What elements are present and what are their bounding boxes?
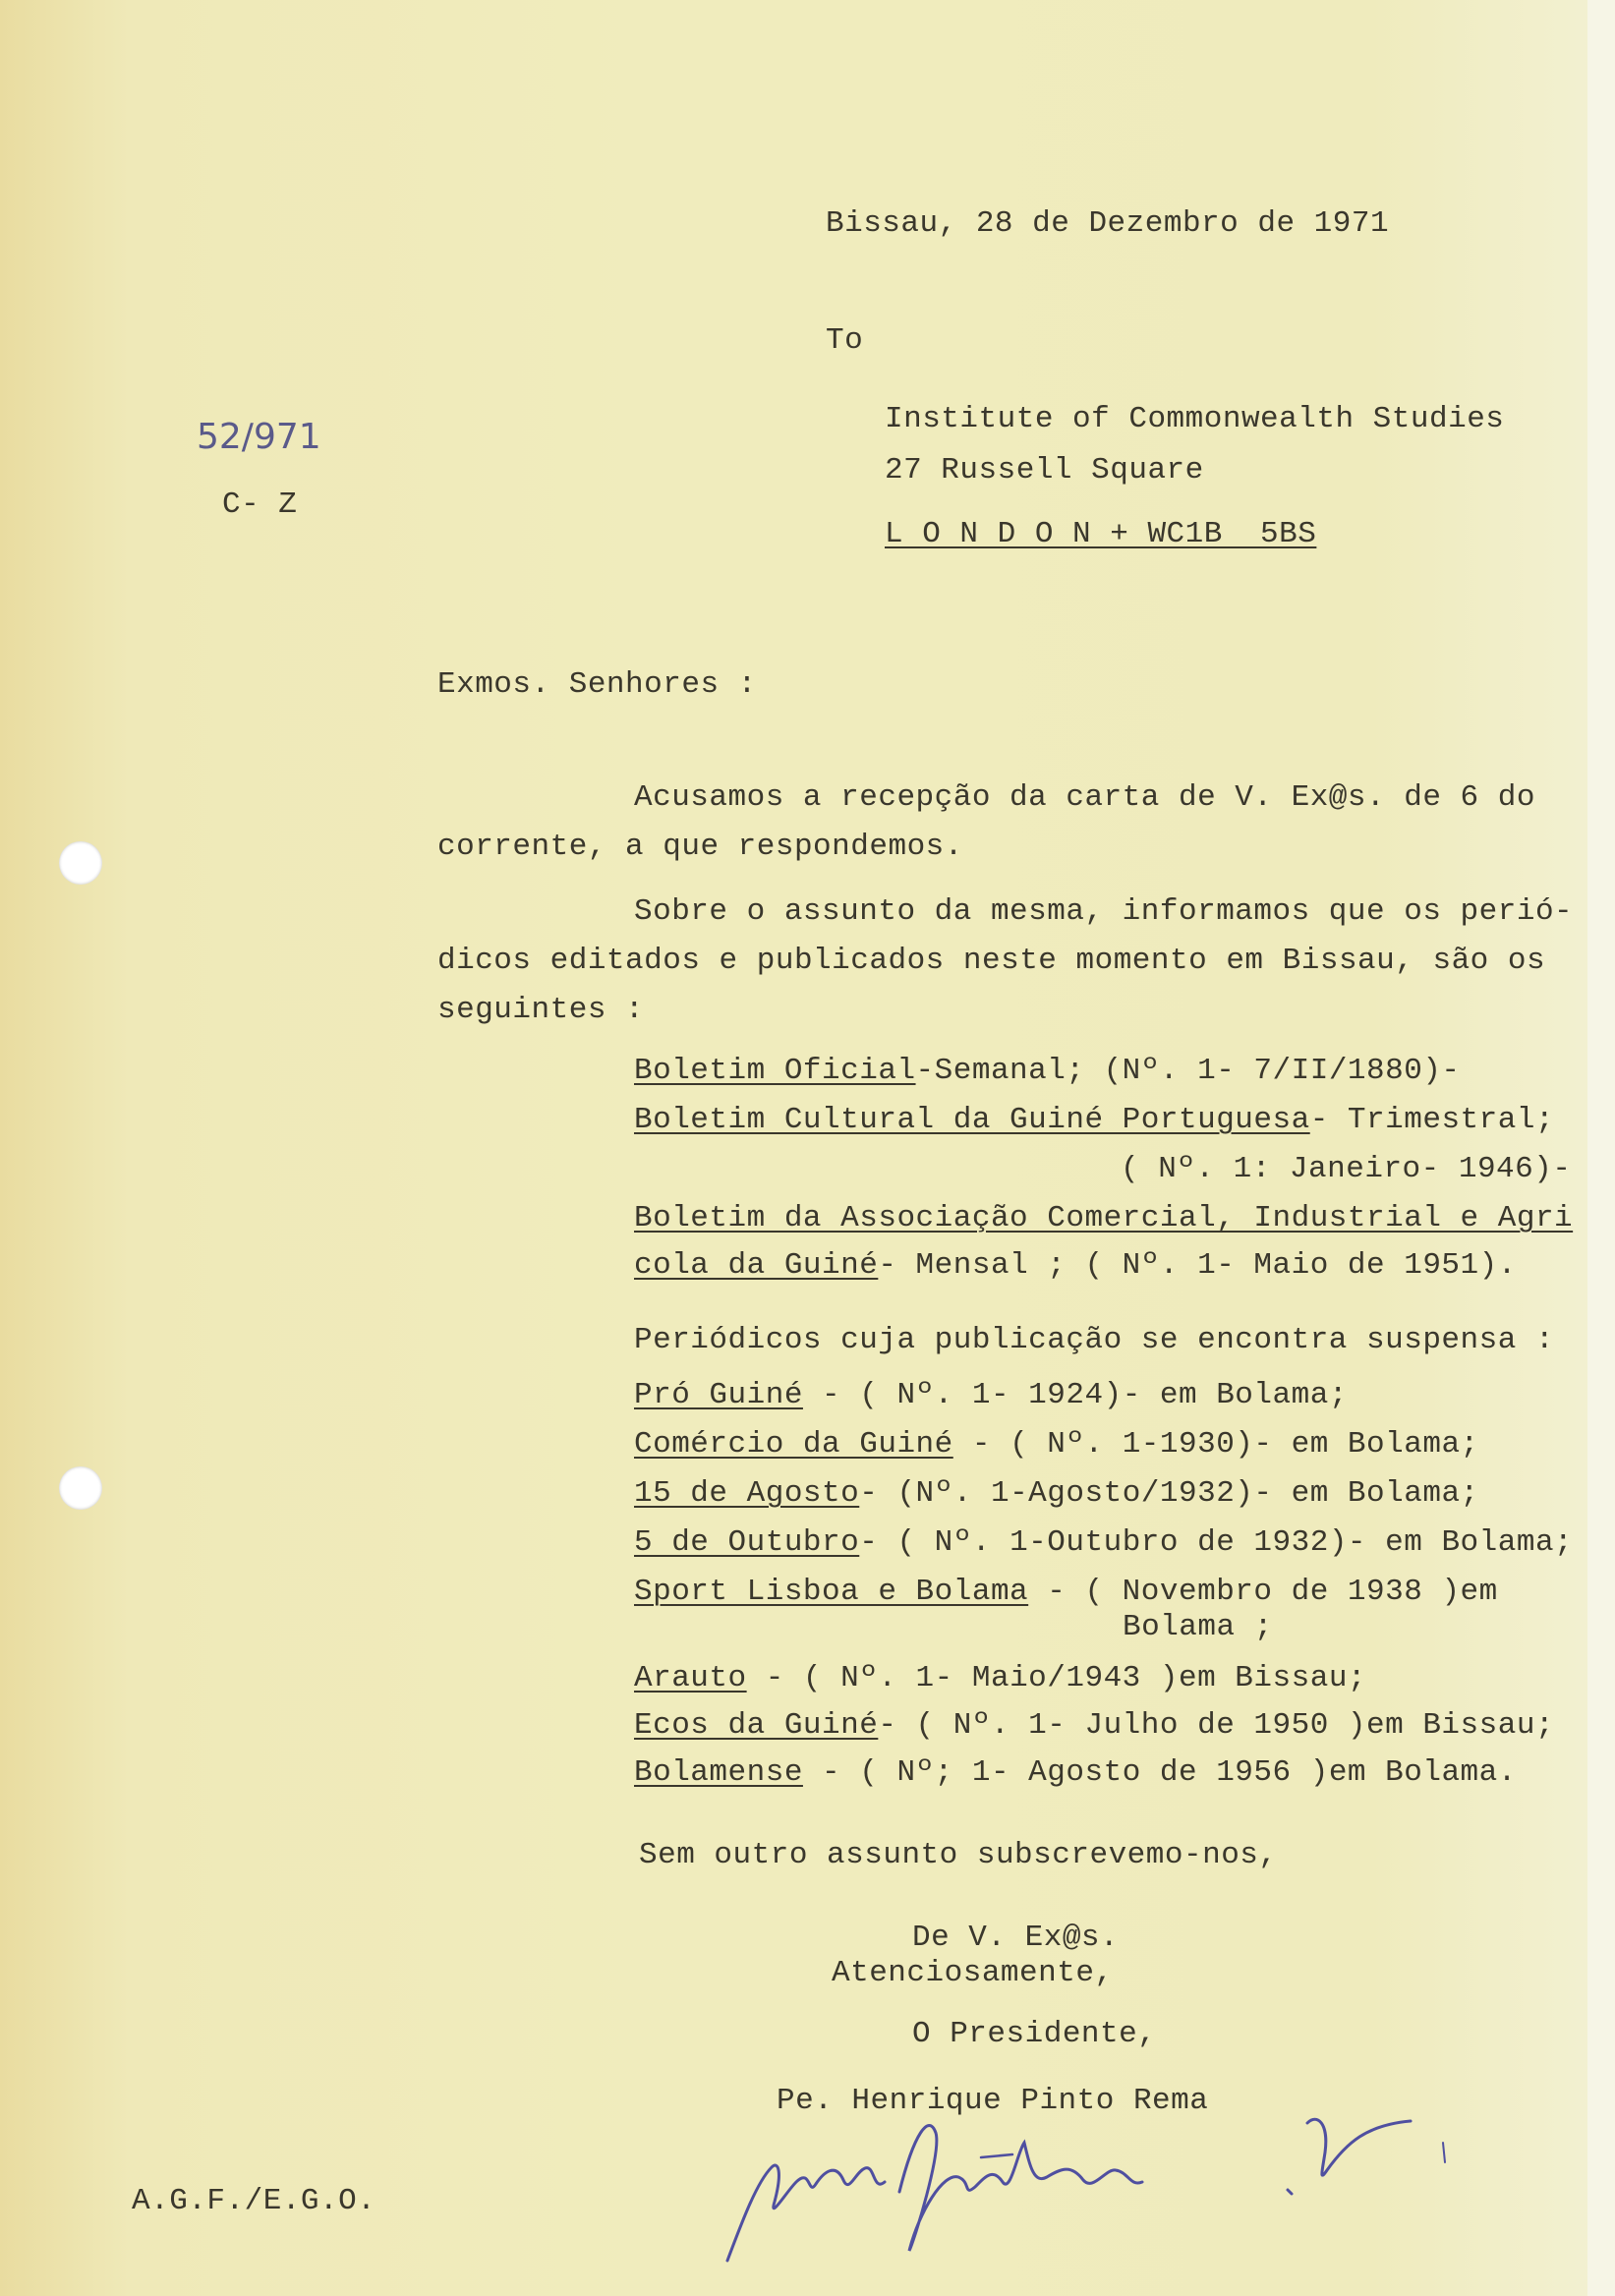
periodical-details: - Trimestral; [1309,1103,1555,1137]
periodical-details: - ( Nº. 1- 1924)- em Bolama; [802,1378,1348,1412]
list-item [634,1523,1573,1563]
address-line-2: 27 Russell Square [885,453,1204,488]
periodical-continuation: ( Nº. 1: Janeiro- 1946)- [1121,1152,1572,1186]
periodical-title: Sport Lisboa e Bolama [634,1575,1029,1609]
periodical-details: - ( Nº. 1-Outubro de 1932)- em Bolama; [859,1525,1574,1560]
typist-initials: A.G.F./E.G.O. [132,2184,376,2218]
signature-stroke [727,2165,885,2261]
paragraph2-line2: dicos editados e publicados neste momento em Bissau, são os [437,944,1546,978]
periodical-title: Boletim Oficial [634,1054,916,1088]
signoff-line-1: De V. Ex@s. [912,1921,1120,1955]
paragraph1-line1: Acusamos a recepção da carta de V. Ex@s. de 6 do [634,780,1535,815]
list-item [634,1659,1366,1698]
periodical-title: 15 de Agosto [634,1476,860,1511]
list-item [634,1573,1498,1612]
signature-stroke [1288,2190,1292,2194]
address-line-3: L O N D O N + WC1B 5BS [885,517,1317,551]
reference-number: 52/971 [197,417,321,457]
periodical-title: cola da Guiné [634,1248,879,1283]
periodical-title: Ecos da Guiné [634,1708,879,1743]
paper-edge [1587,0,1615,2296]
punch-hole-bottom [59,1466,102,1510]
list-item [634,1753,1517,1793]
suspended-heading: Periódicos cuja publicação se encontra suspensa : [634,1323,1555,1357]
signatory-name: Pe. Henrique Pinto Rema [777,2084,1209,2118]
signoff-line-2: Atenciosamente, [832,1956,1114,1990]
signature-stroke [1443,2143,1445,2162]
to-label: To [826,323,864,358]
list-item [634,1474,1479,1514]
periodical-details: - ( Nº. 1- Maio/1943 )em Bissau; [746,1661,1367,1695]
periodical-title: Arauto [634,1661,747,1695]
list-item [634,1199,1573,1238]
periodical-details: - ( Novembro de 1938 )em [1028,1575,1498,1609]
signature-stroke [1307,2119,1411,2175]
closing-line: Sem outro assunto subscrevemo-nos, [639,1838,1278,1872]
date-line: Bissau, 28 de Dezembro de 1971 [826,206,1390,241]
periodical-title: Bolamense [634,1755,803,1790]
signoff-line-3: O Presidente, [912,2017,1157,2051]
periodical-title: 5 de Outubro [634,1525,860,1560]
list-item [634,1376,1348,1415]
list-item [634,1101,1554,1140]
list-item [634,1052,1461,1091]
paragraph1-line2: corrente, a que respondemos. [437,830,963,864]
periodical-details: - ( Nº. 1- Julho de 1950 )em Bissau; [878,1708,1555,1743]
periodical-title: Pró Guiné [634,1378,803,1412]
periodical-details: - Mensal ; ( Nº. 1- Maio de 1951). [878,1248,1517,1283]
periodical-title: Boletim Cultural da Guiné Portuguesa [634,1103,1310,1137]
punch-hole-top [59,841,102,885]
address-line-1: Institute of Commonwealth Studies [885,402,1505,436]
periodical-details: - (Nº. 1-Agosto/1932)- em Bolama; [859,1476,1479,1511]
signature-stroke [899,2126,1142,2252]
periodical-title: Boletim da Associação Comercial, Industrial e Agri [634,1201,1574,1235]
list-item [634,1706,1554,1746]
signature-stroke [981,2154,1012,2157]
salutation: Exmos. Senhores : [437,667,757,702]
reference-code: C- Z [222,488,298,522]
handwritten-signature [718,2074,1465,2270]
periodical-details: - ( Nº. 1-1930)- em Bolama; [952,1427,1479,1462]
periodical-details: -Semanal; (Nº. 1- 7/II/1880)- [915,1054,1461,1088]
paragraph2-line3: seguintes : [437,993,645,1027]
paragraph2-line1: Sobre o assunto da mesma, informamos que os perió- [634,894,1574,929]
list-item [634,1246,1517,1286]
periodical-continuation: Bolama ; [1123,1610,1273,1644]
periodical-details: - ( Nº; 1- Agosto de 1956 )em Bolama. [802,1755,1517,1790]
list-item [634,1425,1479,1464]
periodical-title: Comércio da Guiné [634,1427,953,1462]
